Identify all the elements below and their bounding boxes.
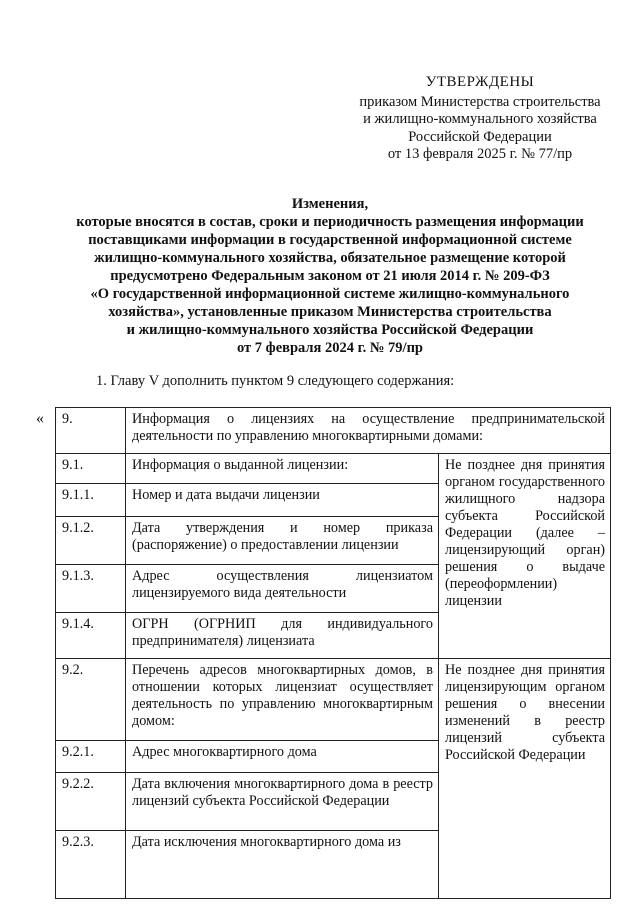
row-number: 9.1.1. <box>56 484 126 517</box>
title-line-9: от 7 февраля 2024 г. № 79/пр <box>237 340 423 356</box>
term-cell-license-issue: Не позднее дня принятия органом государственного жилищного надзора субъекта Российской Федерации (далее – лицензирующий орган) решения о выдаче (переоформлении) лицензии <box>439 454 611 659</box>
approval-line-4: от 13 февраля 2025 г. № 77/пр <box>387 146 573 162</box>
title-line-3: поставщиками информации в государственной информационной системе <box>88 232 572 248</box>
intro-paragraph: 1. Главу V дополнить пунктом 9 следующего содержания: <box>96 373 455 389</box>
title-line-8: и жилищно-коммунального хозяйства Российской Федерации <box>126 322 534 338</box>
row-text: Номер и дата выдачи лицензии <box>126 484 439 517</box>
row-text: Адрес осуществления лицензиатом лицензируемого вида деятельности <box>126 565 439 613</box>
table-row <box>56 454 611 484</box>
row-text: Перечень адресов многоквартирных домов, в отношении которых лицензиат осуществляет деятельность по управлению многоквартирным домом: <box>126 659 439 741</box>
approval-heading: УТВЕРЖДЕНЫ <box>425 74 535 90</box>
row-number: 9.2.2. <box>56 773 126 831</box>
row-text: Дата исключения многоквартирного дома из <box>126 831 439 899</box>
title-line-6: «О государственной информационной системе жилищно-коммунального <box>90 286 570 302</box>
term-cell-registry-change: Не позднее дня принятия лицензирующим органом решения о внесении изменений в реестр лицензий субъекта Российской Федерации <box>439 659 611 899</box>
row-number: 9. <box>56 408 126 454</box>
title-line-1: Изменения, <box>291 196 369 212</box>
approval-line-1: приказом Министерства строительства <box>359 93 601 110</box>
row-text: Информация о выданной лицензии: <box>126 454 439 484</box>
approval-line-2: и жилищно-коммунального хозяйства <box>363 111 597 127</box>
row-text: Дата утверждения и номер приказа (распоряжение) о предоставлении лицензии <box>126 517 439 565</box>
table-row <box>56 408 611 454</box>
row-number: 9.1. <box>56 454 126 484</box>
row-text: Дата включения многоквартирного дома в реестр лицензий субъекта Российской Федерации <box>126 773 439 831</box>
row-number: 9.1.3. <box>56 565 126 613</box>
table-row <box>56 659 611 741</box>
row-number: 9.1.2. <box>56 517 126 565</box>
title-line-2: которые вносятся в состав, сроки и периодичность размещения информации <box>76 214 584 230</box>
approval-line-3: Российской Федерации <box>408 128 552 145</box>
row-number: 9.2.1. <box>56 741 126 773</box>
opening-quote: « <box>36 410 44 427</box>
row-number: 9.2. <box>56 659 126 741</box>
title-line-7: хозяйства», установленные приказом Министерства строительства <box>108 304 552 320</box>
row-text: ОГРН (ОГРНИП для индивидуального предпринимателя) лицензиата <box>126 613 439 659</box>
document-title <box>50 195 610 357</box>
row-text: Адрес многоквартирного дома <box>126 741 439 773</box>
title-line-4: жилищно-коммунального хозяйства, обязательное размещение которой <box>94 250 566 266</box>
row-number: 9.1.4. <box>56 613 126 659</box>
approval-block <box>330 74 630 164</box>
title-line-5: предусмотрено Федеральным законом от 21 июля 2014 г. № 209-ФЗ <box>110 268 550 284</box>
row-number: 9.2.3. <box>56 831 126 899</box>
info-table <box>55 407 611 899</box>
row-text: Информация о лицензиях на осуществление предпринимательской деятельности по управлению многоквартирными домами: <box>126 408 611 454</box>
